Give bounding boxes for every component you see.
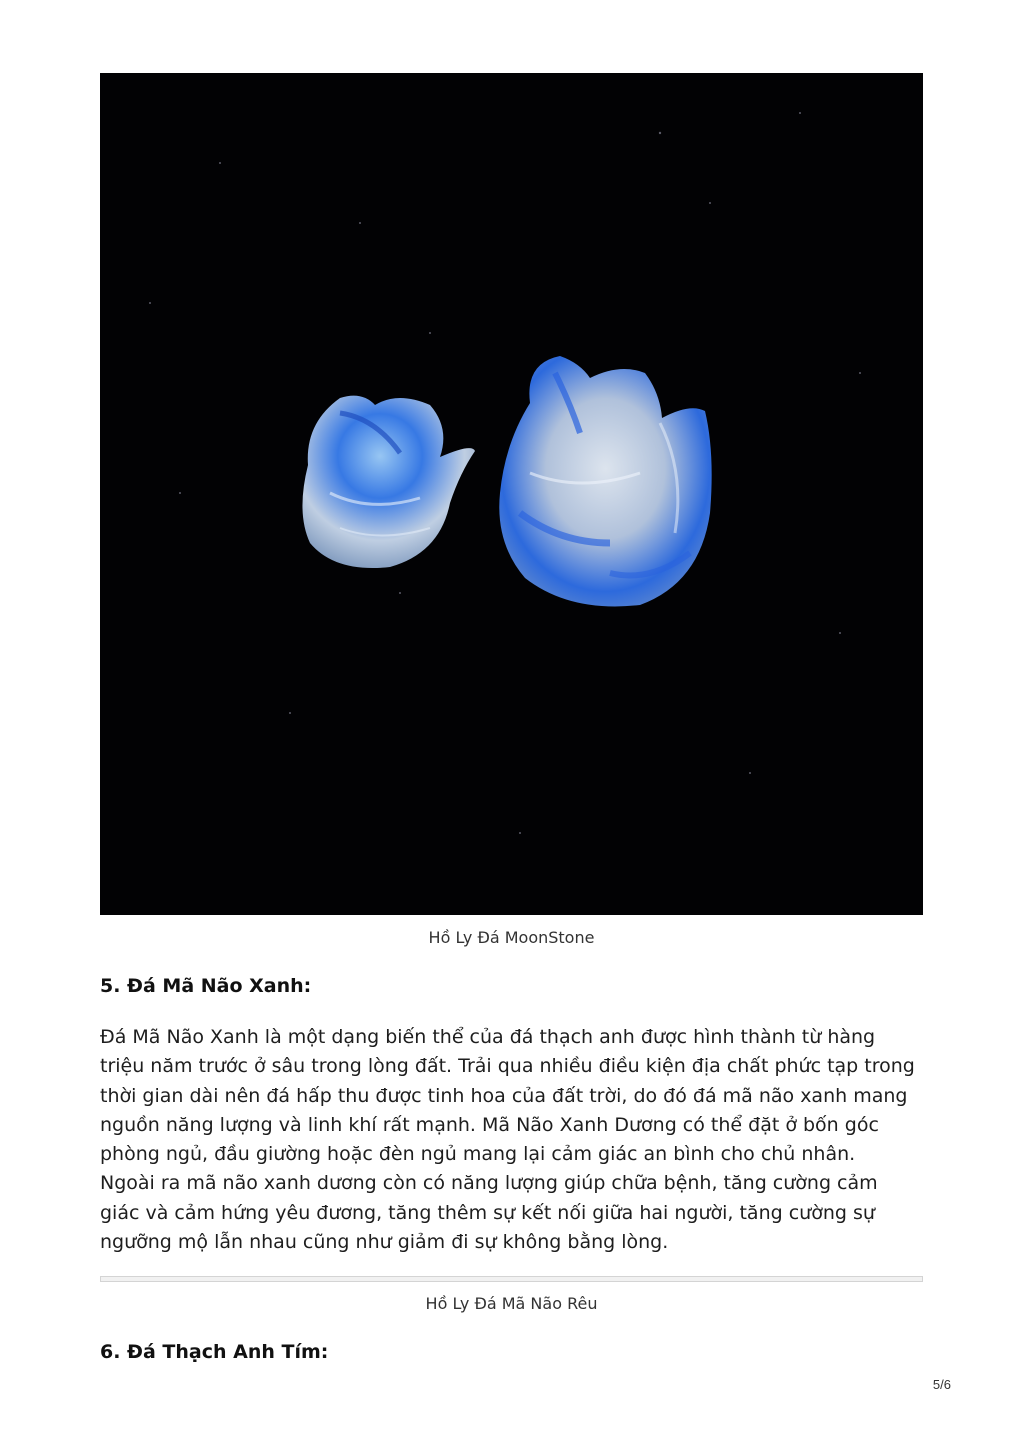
figure-caption: Hồ Ly Đá MoonStone (428, 928, 595, 947)
image-placeholder-divider (100, 1276, 923, 1282)
section-heading: 6. Đá Thạch Anh Tím: (100, 1341, 329, 1363)
moonstone-fox-photo (100, 73, 923, 915)
figure-caption: Hồ Ly Đá Mã Não Rêu (425, 1294, 598, 1313)
page-number: 5/6 (932, 1377, 951, 1392)
section-heading: 5. Đá Mã Não Xanh: (100, 975, 312, 997)
section-paragraph: Đá Mã Não Xanh là một dạng biến thể của đá thạch anh được hình thành từ hàng triệu năm trước ở sâu trong lòng đất. Trải qua nhiều điều kiện địa chất phức tạp trong thời gian dài nên đá hấp thu được tinh hoa của đất trời, do đó đá mã não xanh mang nguồn năng lượng và linh khí rất mạnh. Mã Não Xanh Dương có thể đặt ở bốn góc phòng ngủ, đầu giường hoặc đèn ngủ mang lại cảm giác an bình cho chủ nhân. Ngoài ra mã não xanh dương còn có năng lượng giúp chữa bệnh, tăng cường cảm giác và cảm hứng yêu đương, tăng thêm sự kết nối giữa hai người, tăng cường sự ngưỡng mộ lẫn nhau cũng như giảm đi sự không bằng lòng. (100, 1026, 915, 1254)
